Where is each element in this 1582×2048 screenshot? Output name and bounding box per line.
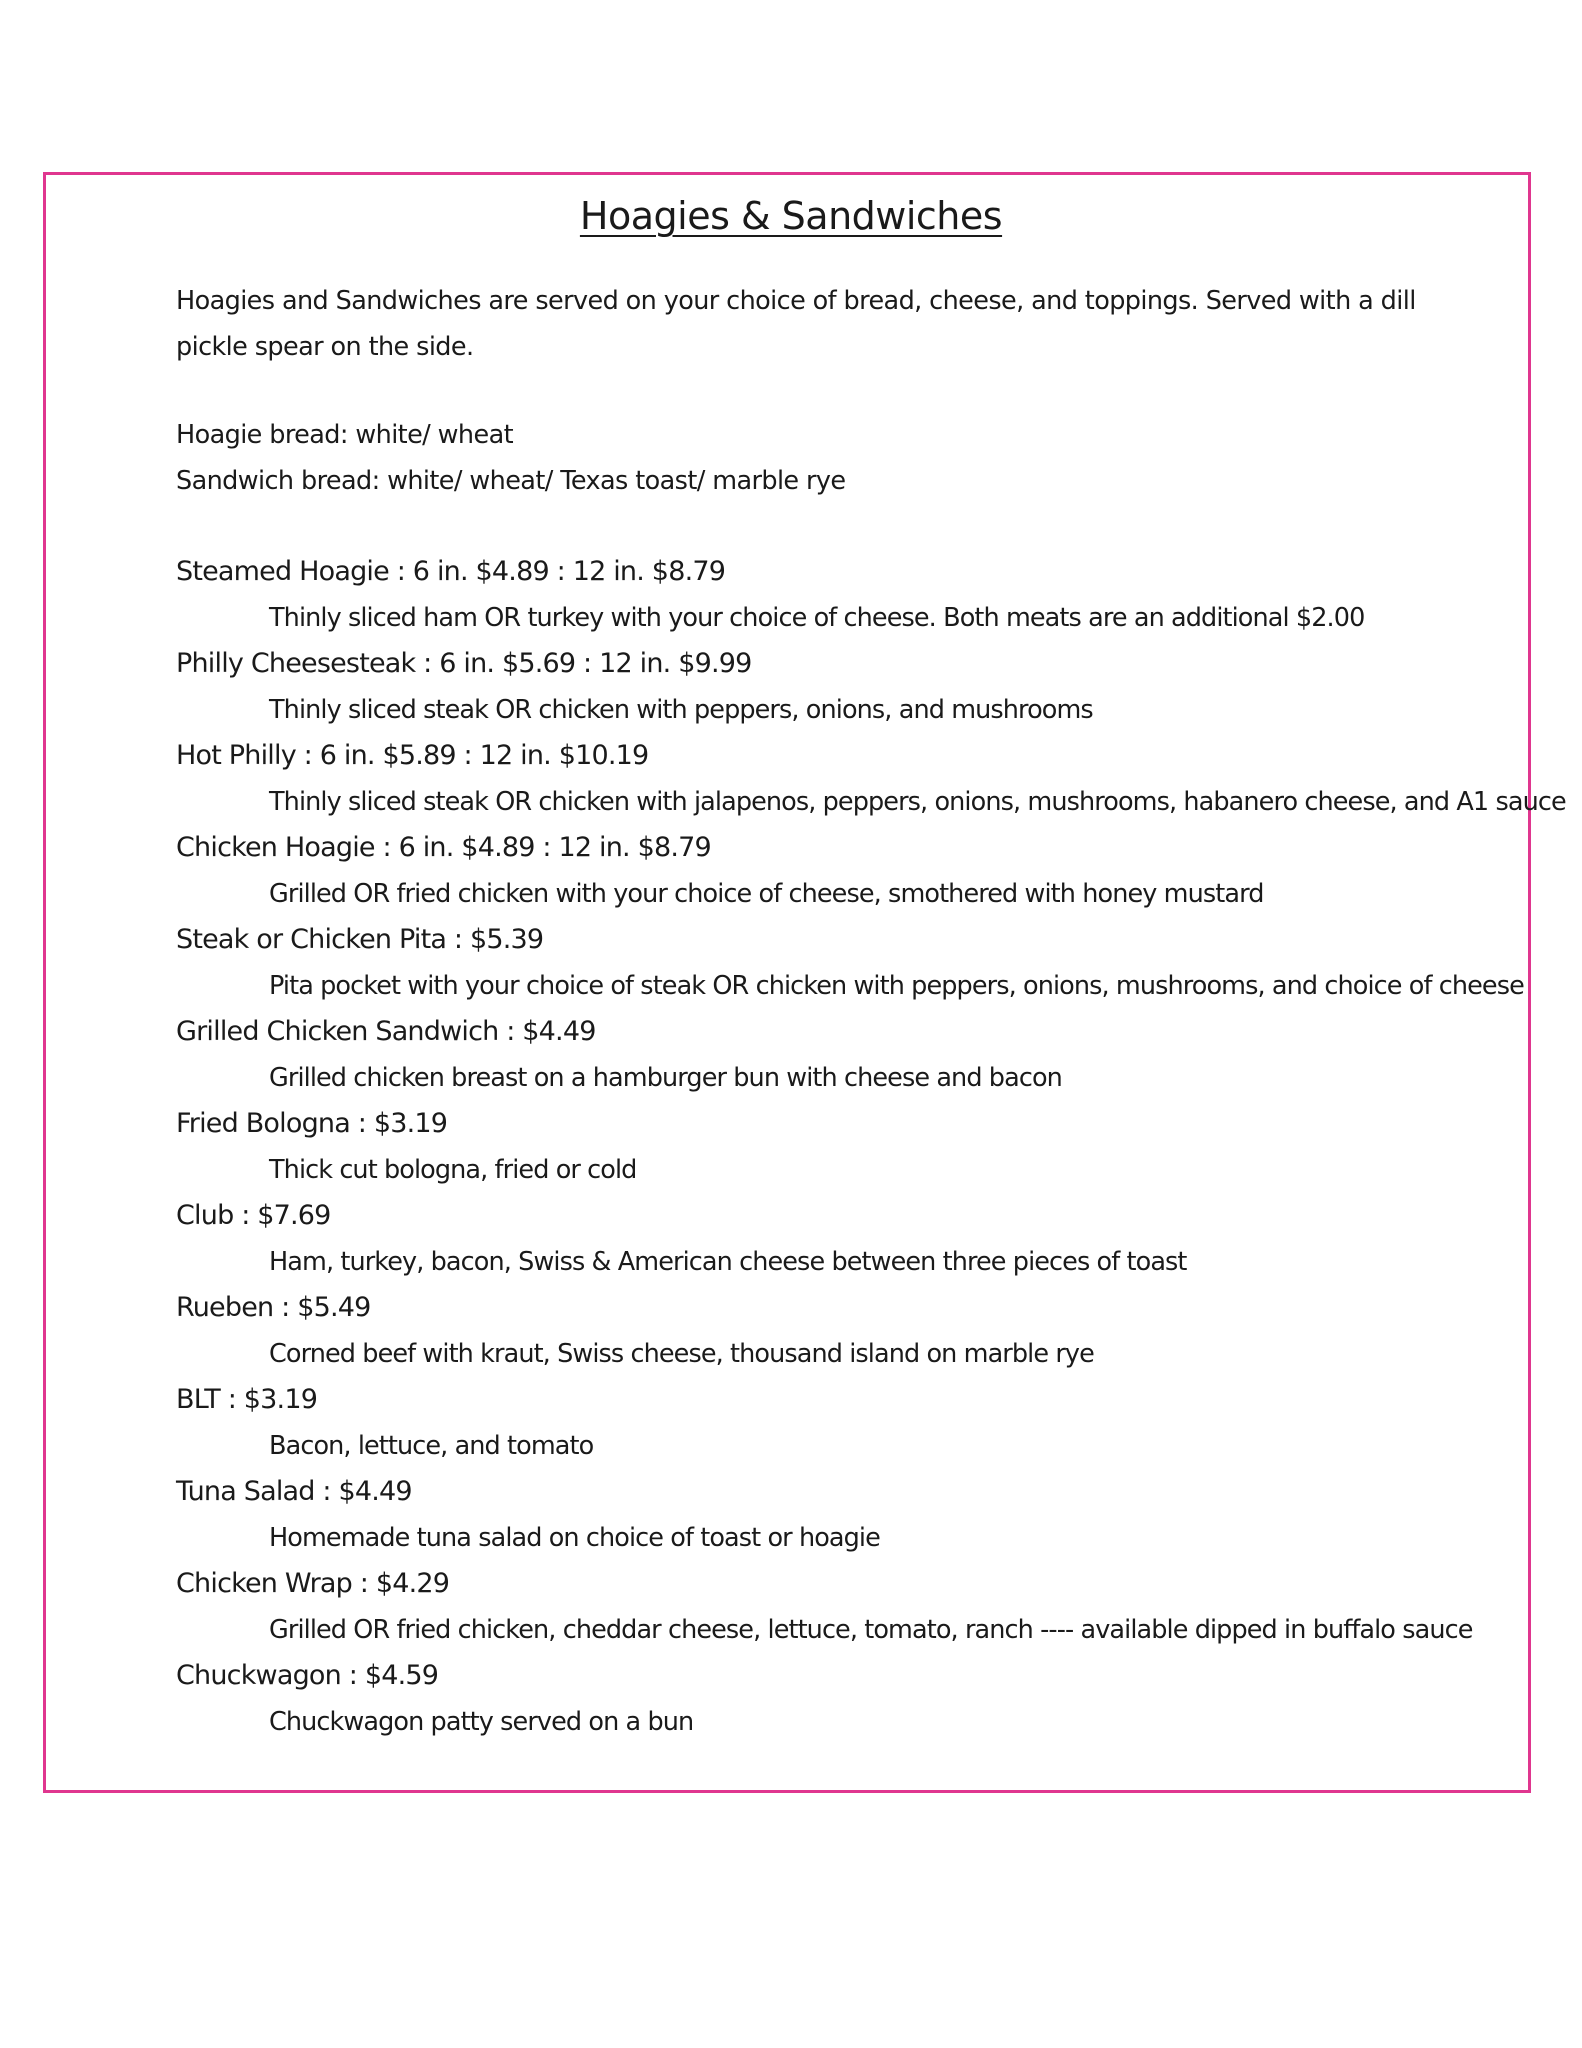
- menu-item: [176, 825, 1516, 917]
- menu-item: [176, 1285, 1516, 1377]
- menu-item: [176, 917, 1524, 1009]
- item-description: Corned beef with kraut, Swiss cheese, thousand island on marble rye: [269, 1339, 1094, 1369]
- item-description: Thinly sliced ham OR turkey with your choice of cheese. Both meats are an additional $2.00: [269, 603, 1365, 633]
- item-description: Homemade tuna salad on choice of toast or hoagie: [269, 1523, 880, 1553]
- item-name: Chicken Hoagie : 6 in. $4.89 : 12 in. $8.79: [176, 832, 711, 863]
- item-description: Grilled OR fried chicken with your choice of cheese, smothered with honey mustard: [269, 879, 1264, 909]
- item-description: Chuckwagon patty served on a bun: [269, 1707, 694, 1737]
- item-name: Chicken Wrap : $4.29: [176, 1568, 450, 1599]
- item-description: Thinly sliced steak OR chicken with peppers, onions, and mushrooms: [269, 695, 1093, 725]
- menu-item: [176, 1377, 1516, 1469]
- item-name: Philly Cheesesteak : 6 in. $5.69 : 12 in. $9.99: [176, 648, 752, 679]
- item-description: Ham, turkey, bacon, Swiss & American cheese between three pieces of toast: [269, 1247, 1187, 1277]
- sandwich-bread-line: Sandwich bread: white/ wheat/ Texas toast/ marble rye: [176, 466, 846, 496]
- menu-items-list: [176, 549, 1566, 1745]
- item-name: Club : $7.69: [176, 1200, 331, 1231]
- item-description: Thick cut bologna, fried or cold: [269, 1155, 637, 1185]
- bread-options: [176, 412, 846, 504]
- menu-item: [176, 1009, 1516, 1101]
- item-name: BLT : $3.19: [176, 1384, 318, 1415]
- menu-item: [176, 641, 1516, 733]
- item-description: Bacon, lettuce, and tomato: [269, 1431, 594, 1461]
- menu-item: [176, 549, 1516, 641]
- intro-paragraph: Hoagies and Sandwiches are served on your choice of bread, cheese, and toppings. Served with a dill pickle spear on the side.: [176, 286, 1416, 362]
- menu-item: [176, 733, 1566, 825]
- item-name: Rueben : $5.49: [176, 1292, 371, 1323]
- item-description: Pita pocket with your choice of steak OR chicken with peppers, onions, mushrooms, and choice of cheese: [269, 971, 1524, 1001]
- item-name: Grilled Chicken Sandwich : $4.49: [176, 1016, 596, 1047]
- item-name: Steak or Chicken Pita : $5.39: [176, 924, 544, 955]
- item-description: Grilled chicken breast on a hamburger bun with cheese and bacon: [269, 1063, 1062, 1093]
- item-name: Fried Bologna : $3.19: [176, 1108, 448, 1139]
- menu-item: [176, 1653, 1516, 1745]
- item-name: Hot Philly : 6 in. $5.89 : 12 in. $10.19: [176, 740, 649, 771]
- item-name: Tuna Salad : $4.49: [176, 1476, 412, 1507]
- item-description: Thinly sliced steak OR chicken with jalapenos, peppers, onions, mushrooms, habanero cheese, and A1 sauce: [269, 787, 1566, 817]
- menu-item: [176, 1193, 1516, 1285]
- hoagie-bread-line: Hoagie bread: white/ wheat: [176, 420, 513, 450]
- item-description: Grilled OR fried chicken, cheddar cheese, lettuce, tomato, ranch ---- available dipped in buffalo sauce: [269, 1615, 1473, 1645]
- item-name: Steamed Hoagie : 6 in. $4.89 : 12 in. $8.79: [176, 556, 726, 587]
- menu-item: [176, 1101, 1516, 1193]
- menu-item: [176, 1469, 1516, 1561]
- item-name: Chuckwagon : $4.59: [176, 1660, 439, 1691]
- page-title: Hoagies & Sandwiches: [579, 194, 1003, 238]
- menu-item: [176, 1561, 1516, 1653]
